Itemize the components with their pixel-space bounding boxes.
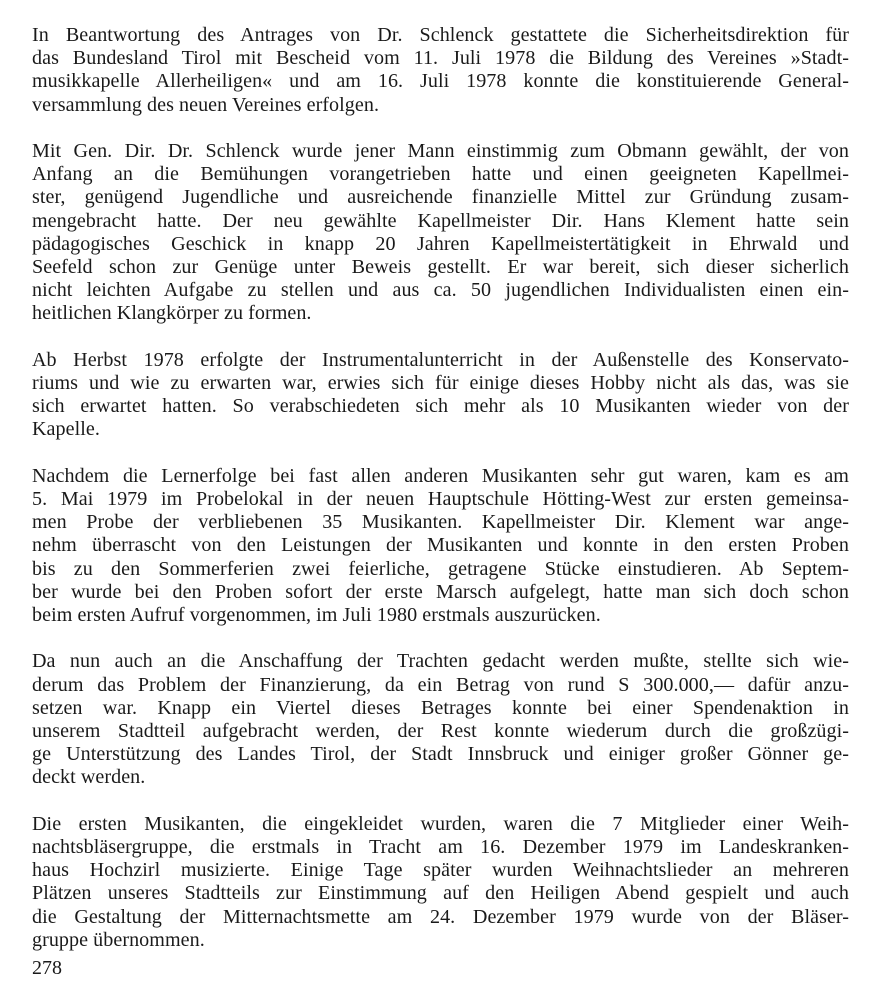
text-line: Plätzen unseres Stadtteils zur Einstimmung auf den Heiligen Abend gespielt und auch: [32, 882, 849, 905]
paragraph-4: [32, 465, 849, 627]
text-line: beim ersten Aufruf vorgenommen, im Juli 1980 erstmals auszurücken.: [32, 604, 601, 627]
text-line: Kapelle.: [32, 418, 100, 441]
text-line: Die ersten Musikanten, die eingekleidet wurden, waren die 7 Mitglieder einer Weih-: [32, 812, 849, 835]
text-line: unserem Stadtteil aufgebracht werden, der Rest konnte wiederum durch die großzügi-: [32, 720, 849, 743]
paragraph-5: [32, 650, 849, 789]
text-line: Anfang an die Bemühungen vorangetrieben hatte und einen geeigneten Kapellmei-: [32, 163, 849, 186]
text-line: Nachdem die Lernerfolge bei fast allen anderen Musikanten sehr gut waren, kam es am: [32, 464, 849, 487]
text-line: Ab Herbst 1978 erfolgte der Instrumentalunterricht in der Außenstelle des Konservato-: [32, 348, 849, 371]
text-line: sich erwartet hatten. So verabschiedeten sich mehr als 10 Musikanten wieder von der: [32, 395, 849, 418]
text-line: bis zu den Sommerferien zwei feierliche, getragene Stücke einstudieren. Ab Septem-: [32, 557, 849, 580]
text-line: 5. Mai 1979 im Probelokal in der neuen Hauptschule Hötting-West zur ersten gemeinsa-: [32, 488, 849, 511]
paragraph-6: [32, 813, 849, 952]
text-line: men Probe der verbliebenen 35 Musikanten. Kapellmeister Dir. Klement war ange-: [32, 511, 849, 534]
text-line: gruppe übernommen.: [32, 928, 205, 951]
text-line: ster, genügend Jugendliche und ausreichende finanzielle Mittel zur Gründung zusam-: [32, 186, 849, 209]
text-line: haus Hochzirl musizierte. Einige Tage später wurden Weihnachtslieder an mehreren: [32, 859, 849, 882]
paragraph-1: [32, 24, 849, 117]
paragraph-2: [32, 140, 849, 326]
text-line: deckt werden.: [32, 766, 146, 789]
text-line: nachtsbläsergruppe, die erstmals in Tracht am 16. Dezember 1979 im Landeskranken-: [32, 836, 849, 859]
text-line: das Bundesland Tirol mit Bescheid vom 11. Juli 1978 die Bildung des Vereines »Stadt-: [32, 47, 849, 70]
text-line: ge Unterstützung des Landes Tirol, der Stadt Innsbruck und einiger großer Gönner ge-: [32, 743, 849, 766]
text-line: Da nun auch an die Anschaffung der Trachten gedacht werden mußte, stellte sich wie-: [32, 650, 849, 673]
paragraph-3: [32, 349, 849, 442]
text-line: musikkapelle Allerheiligen« und am 16. Juli 1978 konnte die konstituierende General-: [32, 70, 849, 93]
text-line: heitlichen Klangkörper zu formen.: [32, 302, 312, 325]
page-number: 278: [32, 957, 62, 979]
text-line: ber wurde bei den Proben sofort der erste Marsch aufgelegt, hatte man sich doch schon: [32, 580, 849, 603]
text-line: In Beantwortung des Antrages von Dr. Schlenck gestattete die Sicherheitsdirektion für: [32, 24, 849, 46]
text-line: derum das Problem der Finanzierung, da ein Betrag von rund S 300.000,— dafür anzu-: [32, 673, 849, 696]
text-line: mengebracht hatte. Der neu gewählte Kapellmeister Dir. Hans Klement hatte sein: [32, 209, 849, 232]
text-line: riums und wie zu erwarten war, erwies sich für einige dieses Hobby nicht als das, was sie: [32, 372, 849, 395]
text-line: setzen war. Knapp ein Viertel dieses Betrages konnte bei einer Spendenaktion in: [32, 696, 849, 719]
text-line: versammlung des neuen Vereines erfolgen.: [32, 93, 380, 116]
text-line: Mit Gen. Dir. Dr. Schlenck wurde jener Mann einstimmig zum Obmann gewählt, der von: [32, 140, 849, 162]
text-line: nehm überrascht von den Leistungen der Musikanten und konnte in den ersten Proben: [32, 534, 849, 557]
text-line: die Gestaltung der Mitternachtsmette am 24. Dezember 1979 wurde von der Bläser-: [32, 905, 849, 928]
text-line: nicht leichten Aufgabe zu stellen und aus ca. 50 jugendlichen Individualisten einen ein-: [32, 279, 849, 302]
page-body: [32, 24, 849, 975]
text-line: pädagogisches Geschick in knapp 20 Jahren Kapellmeistertätigkeit in Ehrwald und: [32, 232, 849, 255]
text-line: Seefeld schon zur Genüge unter Beweis gestellt. Er war bereit, sich dieser sicherlich: [32, 256, 849, 279]
